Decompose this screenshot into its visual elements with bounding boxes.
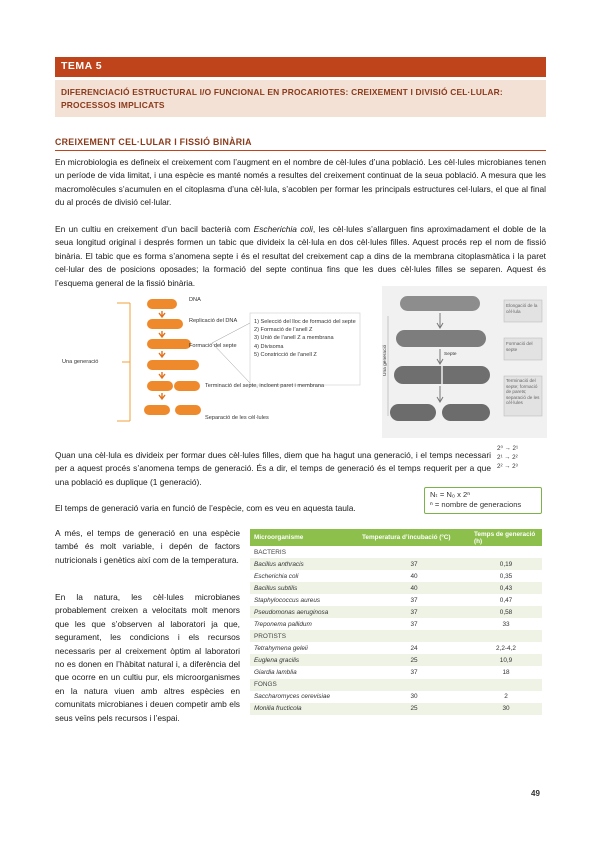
- formula-legend: ⁿ = nombre de generacions: [430, 500, 522, 509]
- table-row: [250, 618, 542, 630]
- table-cell: 37: [358, 666, 470, 678]
- photo-cell-1: [400, 296, 480, 311]
- table-cell: 33: [470, 618, 542, 630]
- binary-fission-diagram: [62, 293, 377, 428]
- table-cell: 37: [358, 618, 470, 630]
- table-cell: 37: [358, 558, 470, 570]
- paragraph-generation: Quan una cèl·lula es divideix per formar dues cèl·lules filles, diem que ha hagut una generació, i el temps necessari per a aquest procés s’anomena temps de generació. És a dir, el temps de generació és el temps requerit per a que una població es duplique (1 generació).: [55, 450, 491, 487]
- table-cell: 0,47: [470, 594, 542, 606]
- table-row: [250, 594, 542, 606]
- table-row: [250, 558, 542, 570]
- paragraph-factors: A més, el temps de generació en una espècie també és molt variable, i depén de factors nutricionals i genètics així com de la temperatura.: [55, 528, 240, 565]
- table-cell: 0,35: [470, 570, 542, 582]
- section-divider: [55, 150, 546, 151]
- cell-step-1: [147, 299, 177, 309]
- table-group-row: [250, 630, 542, 642]
- table-header-row: [250, 529, 542, 546]
- label-replication: Replicació del DNA: [189, 318, 238, 324]
- photo-generation-label: Una generació: [383, 344, 388, 376]
- chapter-subtitle: DIFERENCIACIÓ ESTRUCTURAL I/O FUNCIONAL EN PROCARIOTES: CREIXEMENT I DIVISIÓ CEL·LULAR: PROCESSOS IMPLICATS: [61, 87, 503, 110]
- table-cell: 37: [358, 594, 470, 606]
- chapter-subtitle-box: [55, 80, 546, 117]
- photo-cell-4b: [442, 404, 490, 421]
- table-group-row: [250, 546, 542, 558]
- table-cell: Tetrahymena geleii: [250, 642, 358, 654]
- table-cell: Escherichia coli: [250, 570, 358, 582]
- formula-box: [424, 487, 542, 514]
- table-cell: 10,9: [470, 654, 542, 666]
- table-cell: [358, 546, 470, 558]
- table-cell: 18: [470, 666, 542, 678]
- table-cell: 0,43: [470, 582, 542, 594]
- table-cell: Monilia fructicola: [250, 703, 358, 715]
- paragraph-definition: En microbiologia es defineix el creixement com l’augment en el nombre de cèl·lules d’una població. Les cèl·lules microbianes tenen un període de vida limitat, i una espècie es manté només a resultes del creixement continuat de la seua població. A mesura que les macromolècules s’acumulen en el citoplasma d’una cèl·lula, s’acoblen per formar les principals estructures cel·lulars, el que al final du al procés de divisió cel·lular.: [55, 157, 546, 208]
- table-cell: 0,19: [470, 558, 542, 570]
- doubling-step: 2⁰ → 2¹: [497, 445, 519, 452]
- table-row: [250, 666, 542, 678]
- table-cell: [470, 546, 542, 558]
- table-cell: Staphylococcus aureus: [250, 594, 358, 606]
- doubling-step: 2¹ → 2²: [497, 454, 518, 461]
- table-cell: Giardia lamblia: [250, 666, 358, 678]
- table-cell: FONGS: [250, 679, 358, 691]
- label-cell-separation: Separació de les cèl·lules: [205, 415, 269, 421]
- table-cell: 30: [470, 703, 542, 715]
- table-cell: PROTISTS: [250, 630, 358, 642]
- binary-fission-micrograph: [382, 286, 547, 438]
- table-cell: Saccharomyces cerevisiae: [250, 691, 358, 703]
- cell-step-4: [147, 360, 199, 370]
- generation-time-table: [250, 529, 542, 715]
- doubling-sequence: [497, 444, 518, 471]
- table-cell: 30: [358, 691, 470, 703]
- species-name: Escherichia coli: [253, 224, 313, 234]
- photo-stage-termination: Terminació del septe; formació de parets; separació de les cèl·lules: [506, 378, 540, 406]
- paragraph-binary-fission: [55, 223, 546, 290]
- table-cell: [358, 679, 470, 691]
- table-row: [250, 582, 542, 594]
- cell-separated-1: [144, 405, 170, 415]
- paragraph-binary-fission-b: , les cèl·lules s’allarguen fins aproximadament el doble de la seua longitud original i després formen un tabic que divideix la cèl·lula en dos cèl·lules filles. Aquest procés rep el nom de fissió binària. El tabic que es forma s’anomena septe i és el resultat del creixement cap a dins de la membrana citoplasmàtica i la paret cel·lular des de posicions oposades; la formació del septe continua fins que les dues cèl·lules filles se separen. Aquest és l’esquema general de la fissió binària.: [55, 224, 546, 288]
- photo-stage-septum: Formació del septe: [506, 341, 533, 352]
- table-cell: 2: [470, 691, 542, 703]
- table-row: [250, 606, 542, 618]
- septum-step: 2) Formació de l’anell Z: [254, 327, 313, 334]
- label-septum-formation: Formació del septe: [189, 343, 237, 349]
- table-cell: 2,2-4,2: [470, 642, 542, 654]
- section-title: CREIXEMENT CEL·LULAR I FISSIÓ BINÀRIA: [55, 137, 252, 147]
- paragraph-variation: El temps de generació varia en funció de l’espècie, com es veu en aquesta taula.: [55, 503, 356, 513]
- table-cell: BACTERIS: [250, 546, 358, 558]
- table-body: [250, 546, 542, 715]
- formula-equation: Nₜ = N₀ x 2ⁿ: [430, 490, 471, 499]
- page-number: 49: [531, 789, 540, 798]
- table-cell: 25: [358, 654, 470, 666]
- cell-separated-2: [175, 405, 201, 415]
- tema-label: TEMA 5: [61, 60, 103, 72]
- table-cell: 40: [358, 582, 470, 594]
- septum-step: 4) Divisoma: [254, 343, 284, 350]
- table-cell: 40: [358, 570, 470, 582]
- table-cell: Euglena gracilis: [250, 654, 358, 666]
- table-row: [250, 570, 542, 582]
- paragraph-nature: En la natura, les cèl·lules microbianes probablement creixen a velocitats molt menors que les que s’observen al laboratori ja que, segurament, les condicions i els recursos necessaris per al creixement òptim al laboratori no es donen en l’hàbitat natural i, a diferència del que ocorre en un cultiu pur, els microorganismes en la natura viuen amb altres espècies en comunitats microbianes i deuen competir amb els seus veïns pels recursos i l’espai.: [55, 592, 240, 723]
- photo-cell-2: [396, 330, 486, 347]
- septum-step: 5) Constricció de l’anell Z: [254, 351, 317, 358]
- cell-daughter-1: [147, 381, 173, 391]
- column-header: Temps de generació (h): [470, 529, 542, 546]
- table-cell: [358, 630, 470, 642]
- table-cell: Treponema pallidum: [250, 618, 358, 630]
- table-cell: [470, 679, 542, 691]
- label-one-generation: Una generació: [62, 359, 99, 365]
- table-cell: Bacillus anthracis: [250, 558, 358, 570]
- tema-header-bar: [55, 57, 546, 77]
- septum-steps-list: [254, 318, 372, 359]
- photo-cell-4a: [390, 404, 436, 421]
- table-cell: 25: [358, 703, 470, 715]
- table-cell: 0,58: [470, 606, 542, 618]
- table-cell: 24: [358, 642, 470, 654]
- table-row: [250, 654, 542, 666]
- column-header: Temperatura d’incubació (ºC): [358, 529, 470, 546]
- label-septum-termination: Terminació del septe, incloent paret i membrana: [205, 383, 325, 389]
- table-cell: 37: [358, 606, 470, 618]
- label-dna: DNA: [189, 297, 201, 303]
- cell-step-3: [147, 339, 191, 349]
- cell-step-2: [147, 319, 183, 329]
- septum-step: 3) Unió de l’anell Z a membrana: [254, 335, 334, 342]
- photo-stage-elongation: Elongació de la cèl·lula: [506, 303, 538, 314]
- table-row: [250, 642, 542, 654]
- table-row: [250, 703, 542, 715]
- cell-daughter-2: [174, 381, 200, 391]
- table-cell: [470, 630, 542, 642]
- doubling-step: 2² → 2³: [497, 463, 518, 470]
- septum-step: 1) Selecció del lloc de formació del septe: [254, 319, 356, 325]
- photo-septe-label: Septe: [444, 352, 457, 357]
- column-header: Microorganisme: [250, 529, 358, 546]
- table-row: [250, 691, 542, 703]
- table-cell: Pseudomonas aeruginosa: [250, 606, 358, 618]
- table-cell: Bacillus subtilis: [250, 582, 358, 594]
- paragraph-binary-fission-a: En un cultiu en creixement d’un bacil bacterià com: [55, 224, 254, 234]
- table-group-row: [250, 679, 542, 691]
